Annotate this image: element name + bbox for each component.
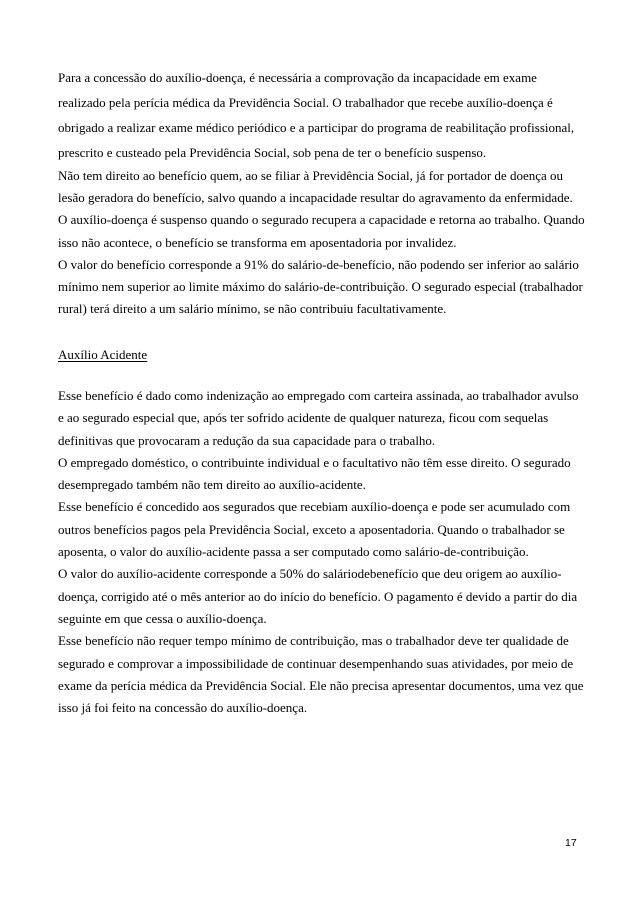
text-line: aposenta, o valor do auxílio-acidente passa a ser computado como salário-de-contribuição. (58, 544, 529, 560)
text-line: rural) terá direito a um salário mínimo, se não contribuiu facultativamente. (58, 301, 447, 317)
text-line: isso já foi feito na concessão do auxílio-doença. (58, 700, 308, 716)
paragraph (58, 452, 584, 497)
text-line: exame da perícia médica da Previdência Social. Ele não precisa apresentar documentos, uma vez que (58, 677, 584, 693)
text-line: Não tem direito ao benefício quem, ao se filiar à Previdência Social, já for portador de doença ou (58, 168, 564, 183)
text-line: mínimo nem superior ao limite máximo do salário-de-contribuição. O segurado especial (trabalhador (58, 279, 583, 295)
text-line: realizado pela perícia médica da Previdência Social. O trabalhador que recebe auxílio-doença é (58, 95, 553, 110)
paragraph (58, 165, 585, 209)
text-line: O valor do auxílio-acidente corresponde a 50% do saláriodebenefício que deu origem ao auxílio- (58, 566, 562, 582)
text-line: isso não acontece, o benefício se transforma em aposentadoria por invalidez. (58, 234, 457, 250)
text-line: O valor do benefício corresponde a 91% do salário-de-benefício, não podendo ser inferior ao salário (58, 256, 579, 272)
text-line: prescrito e custeado pela Previdência Social, sob pena de ter o benefício suspenso. (58, 145, 487, 160)
paragraph (58, 630, 584, 719)
page-number: 17 (565, 837, 577, 849)
auxilio-acidente-section (58, 385, 584, 719)
text-line: Esse benefício não requer tempo mínimo de contribuição, mas o trabalhador deve ter qualidade de (58, 633, 569, 649)
paragraph (58, 385, 584, 452)
text-line: obrigado a realizar exame médico periódico e a participar do programa de reabilitação profissional, (58, 120, 575, 135)
text-line: Esse benefício é concedido aos segurados que recebiam auxílio-doença e pode ser acumulado com (58, 499, 571, 515)
text-line: O empregado doméstico, o contribuinte individual e o facultativo não têm esse direito. O segurado (58, 454, 571, 470)
section-heading: Auxílio Acidente (58, 347, 148, 362)
text-line: desempregado também não tem direito ao auxílio-acidente. (58, 477, 366, 493)
text-line: Para a concessão do auxílio-doença, é necessária a comprovação da incapacidade em exame (58, 70, 537, 85)
text-line: doença, corrigido até o mês anterior ao do início do benefício. O pagamento é devido a partir do dia (58, 588, 578, 604)
paragraph (58, 563, 584, 630)
paragraph (58, 65, 585, 165)
text-line: e ao segurado especial que, após ter sofrido acidente de qualquer natureza, ficou com sequelas (58, 410, 549, 426)
paragraph (58, 209, 585, 253)
text-line: definitivas que provocaram a redução da sua capacidade para o trabalho. (58, 432, 436, 448)
text-line: seguinte em que cessa o auxílio-doença. (58, 610, 267, 626)
text-line: O auxílio-doença é suspenso quando o segurado recupera a capacidade e retorna ao trabalho. Quando (58, 212, 585, 228)
text-line: segurado e comprovar a impossibilidade de continuar desempenhando suas atividades, por meio de (58, 655, 574, 671)
intro-section (58, 65, 585, 320)
paragraph (58, 496, 584, 563)
text-line: lesão geradora do benefício, salvo quando a incapacidade resultar do agravamento da enfermidade. (58, 190, 573, 206)
paragraph (58, 254, 585, 321)
text-line: Esse benefício é dado como indenização ao empregado com carteira assinada, ao trabalhador avulso (58, 388, 579, 403)
text-line: outros benefícios pagos pela Previdência Social, exceto a aposentadoria. Quando o trabalhador se (58, 521, 565, 537)
